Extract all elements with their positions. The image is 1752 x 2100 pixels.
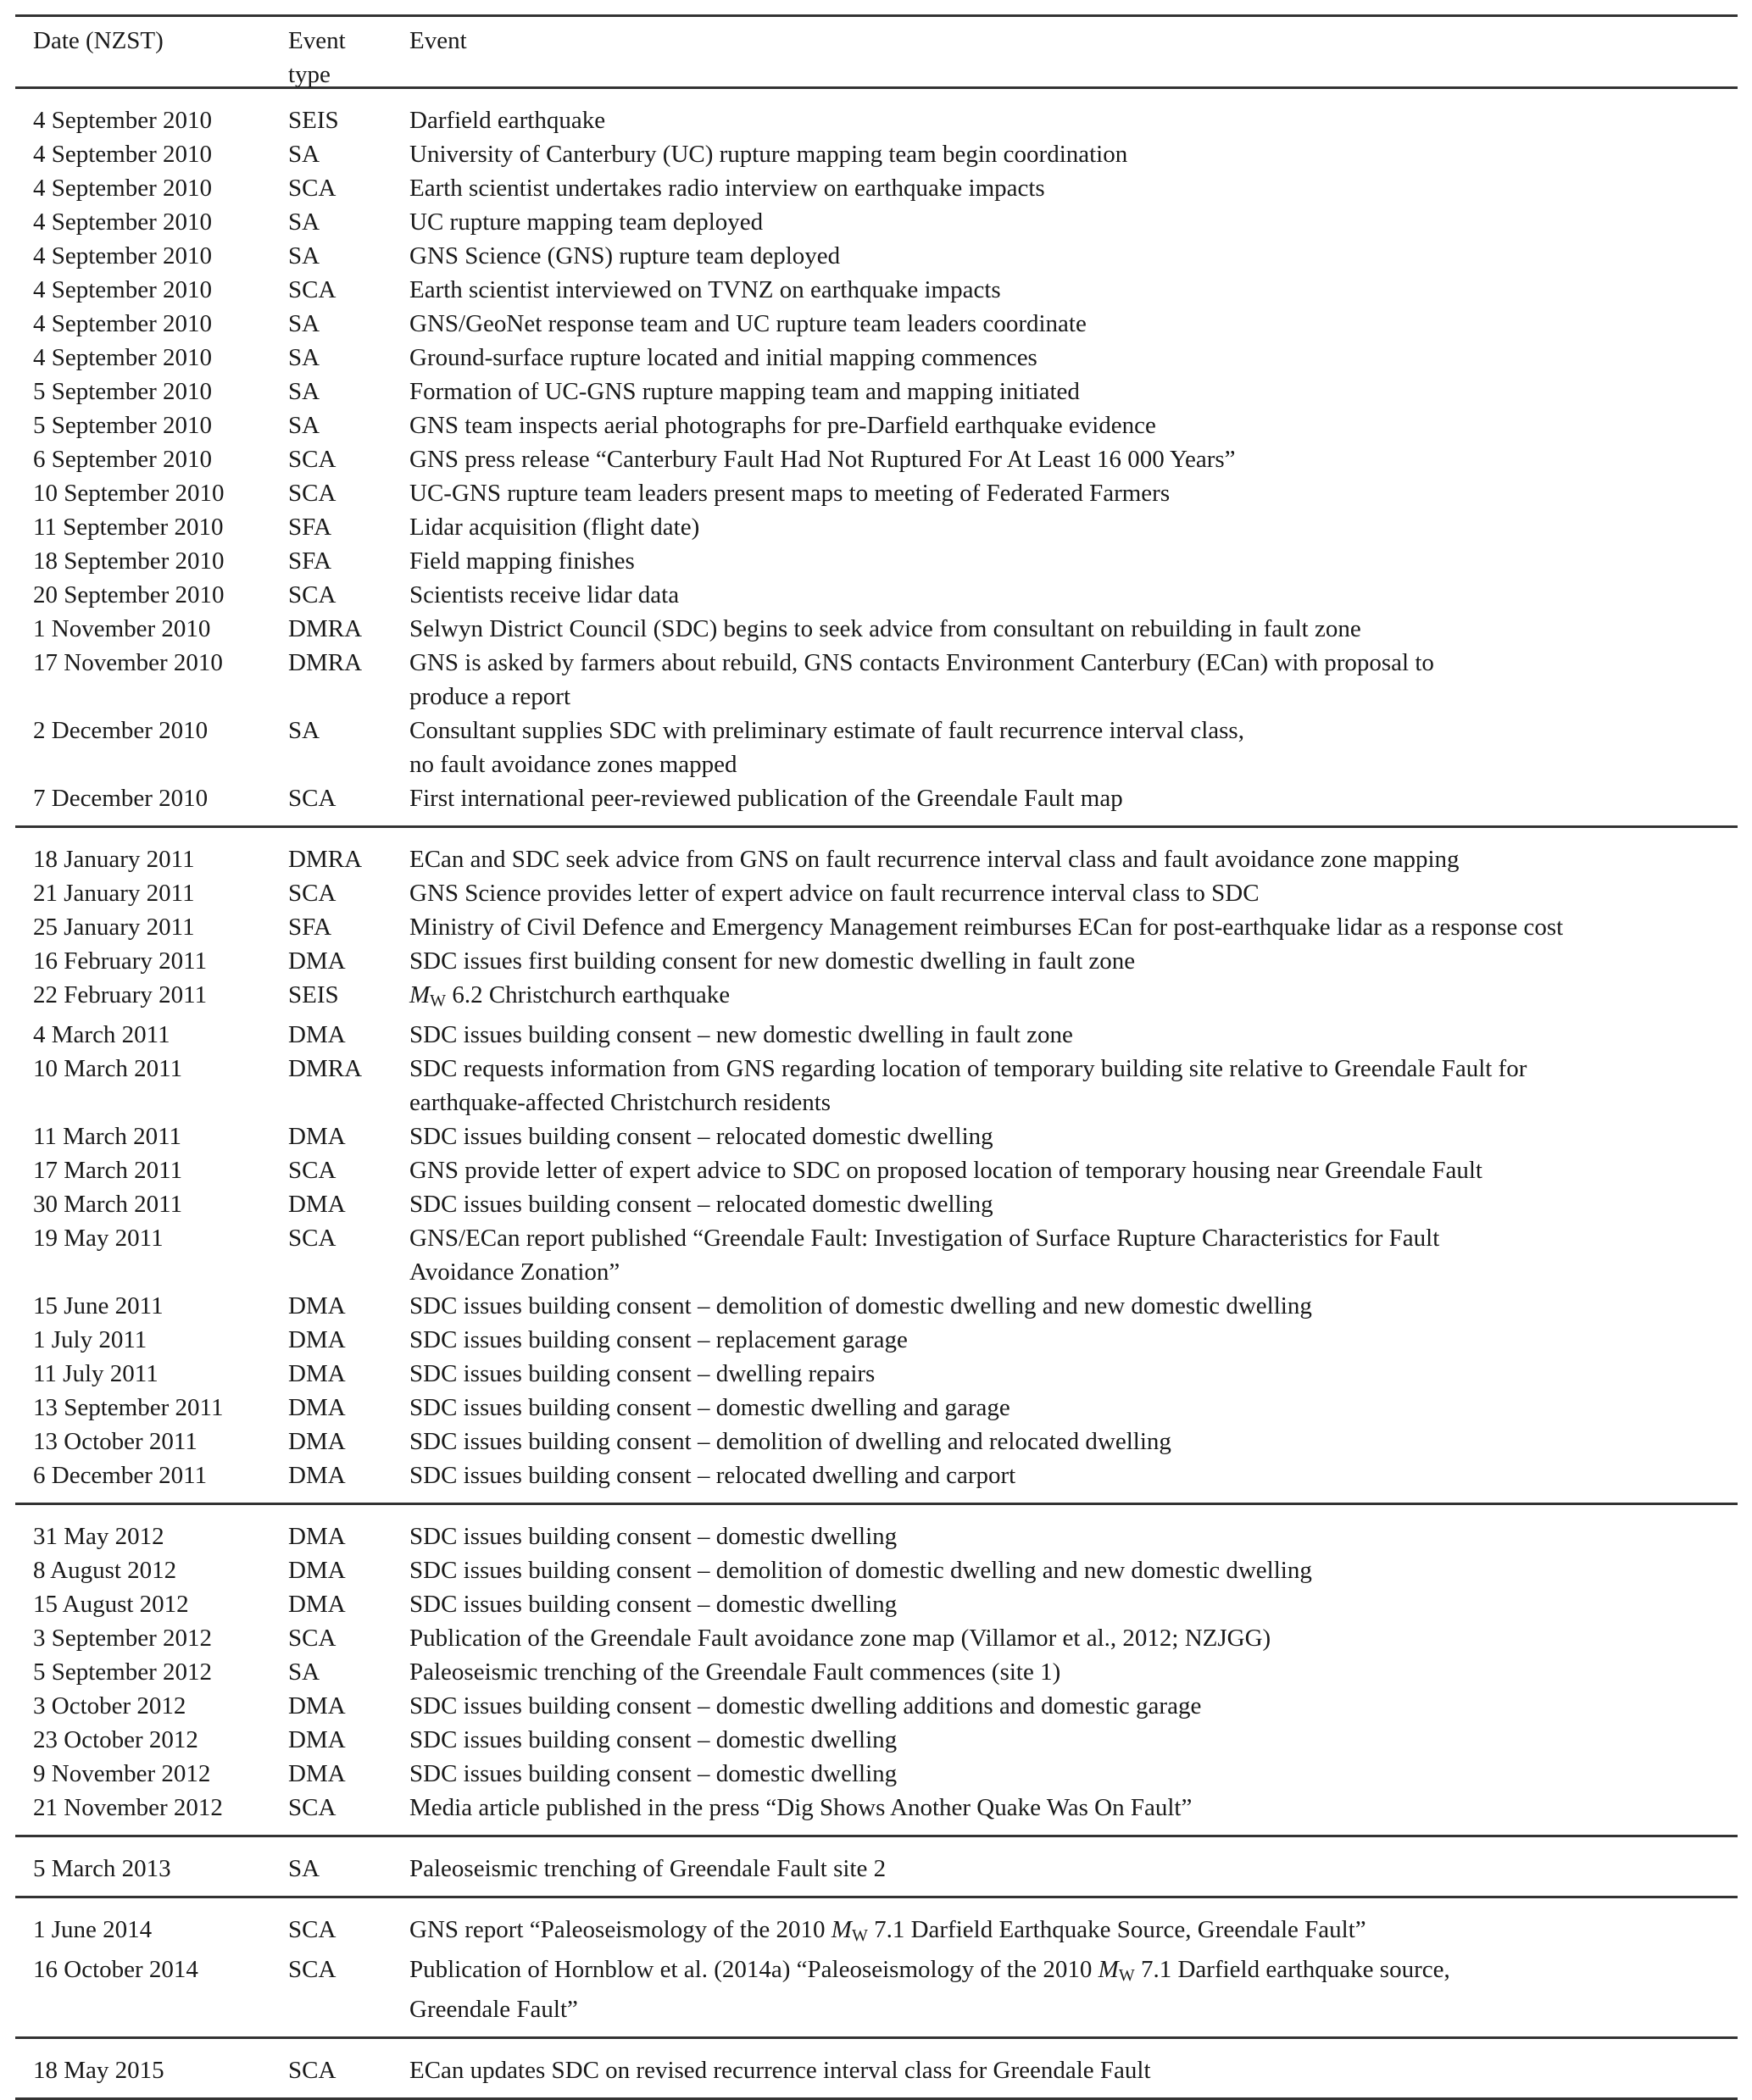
cell-event (409, 205, 1738, 239)
event-line: GNS/GeoNet response team and UC rupture team leaders coordinate (409, 310, 1087, 337)
cell-event-type: SCA (288, 1794, 336, 1821)
table-row (15, 1655, 1738, 1689)
cell-event (409, 1323, 1738, 1357)
cell-event (409, 1587, 1738, 1621)
cell-date: 17 November 2010 (33, 649, 223, 676)
event-line: Earth scientist interviewed on TVNZ on earthquake impacts (409, 276, 1001, 303)
cell-event (409, 1655, 1738, 1689)
cell-event-type: DMA (288, 1428, 346, 1455)
mw-letter: M (409, 981, 431, 1008)
cell-event-type: SA (288, 141, 320, 168)
event-line: SDC issues building consent – domestic dwelling (409, 1726, 898, 1753)
cell-event (409, 646, 1738, 714)
event-line: GNS/ECan report published “Greendale Fault: Investigation of Surface Rupture Characteristics for Fault (409, 1225, 1440, 1252)
table-row (15, 544, 1738, 578)
table-row (15, 1052, 1738, 1119)
cell-event-type: SEIS (288, 107, 339, 134)
cell-event-type: SCA (288, 480, 336, 507)
cell-date: 4 March 2011 (33, 1021, 170, 1048)
table-row (15, 1953, 1738, 2026)
table-row (15, 1519, 1738, 1553)
table-body (15, 89, 1738, 2100)
cell-date: 10 September 2010 (33, 480, 225, 507)
event-line: Publication of the Greendale Fault avoidance zone map (Villamor et al., 2012; NZJGG) (409, 1625, 1271, 1652)
cell-event-type: DMA (288, 1726, 346, 1753)
cell-event (409, 1621, 1738, 1655)
table-row (15, 1221, 1738, 1289)
table-row (15, 1357, 1738, 1391)
cell-event-type: SA (288, 344, 320, 371)
cell-date: 3 October 2012 (33, 1692, 186, 1719)
event-line (409, 1953, 1738, 1992)
event-line: University of Canterbury (UC) rupture mapping team begin coordination (409, 141, 1128, 168)
cell-event-type: SA (288, 310, 320, 337)
event-text: Publication of Hornblow et al. (2014a) “Paleoseismology of the 2010 (409, 1956, 1098, 1983)
event-line: Paleoseismic trenching of Greendale Fault site 2 (409, 1855, 887, 1882)
cell-event (409, 1425, 1738, 1458)
table-header (15, 17, 1738, 86)
event-line: Scientists receive lidar data (409, 581, 680, 608)
cell-event-type: SFA (288, 547, 332, 575)
cell-event-type: DMA (288, 1123, 346, 1150)
cell-event (409, 273, 1738, 307)
row-group (15, 828, 1738, 1503)
row-group (15, 2039, 1738, 2097)
event-line: ECan updates SDC on revised recurrence interval class for Greendale Fault (409, 2057, 1151, 2084)
event-line (409, 978, 1738, 1018)
event-line: GNS Science (GNS) rupture team deployed (409, 242, 841, 269)
cell-date: 5 March 2013 (33, 1855, 171, 1882)
cell-event-type: SFA (288, 514, 332, 541)
event-text: GNS report “Paleoseismology of the 2010 (409, 1916, 832, 1943)
event-line: SDC issues building consent – demolition of dwelling and relocated dwelling (409, 1428, 1171, 1455)
cell-event-type: SCA (288, 276, 336, 303)
cell-event (409, 408, 1738, 442)
cell-event-type: DMA (288, 1523, 346, 1550)
cell-event (409, 1757, 1738, 1791)
cell-date: 4 September 2010 (33, 175, 213, 202)
event-line: SDC issues building consent – domestic dwelling and garage (409, 1394, 1010, 1421)
event-line: Lidar acquisition (flight date) (409, 514, 700, 541)
cell-date: 22 February 2011 (33, 981, 208, 1008)
table-row (15, 103, 1738, 137)
event-line: Media article published in the press “Dig Shows Another Quake Was On Fault” (409, 1794, 1193, 1821)
table-row (15, 171, 1738, 205)
cell-event (409, 978, 1738, 1018)
row-group (15, 1837, 1738, 1896)
cell-event-type: SA (288, 242, 320, 269)
event-line: Consultant supplies SDC with preliminary estimate of fault recurrence interval class, (409, 717, 1244, 744)
cell-date: 25 January 2011 (33, 914, 195, 941)
cell-event-type: DMRA (288, 1055, 363, 1082)
table-row (15, 1323, 1738, 1357)
table-row (15, 714, 1738, 781)
cell-event-type: SCA (288, 1956, 336, 1983)
table-row (15, 1553, 1738, 1587)
cell-date: 1 June 2014 (33, 1916, 153, 1943)
cell-date: 4 September 2010 (33, 276, 213, 303)
row-group (15, 1898, 1738, 2036)
cell-date: 2 December 2010 (33, 717, 209, 744)
cell-event-type: SCA (288, 1157, 336, 1184)
cell-event (409, 137, 1738, 171)
cell-event-type: SCA (288, 1225, 336, 1252)
moment-magnitude-symbol (1098, 1956, 1135, 1983)
cell-event-type: DMA (288, 1191, 346, 1218)
cell-event-type: DMRA (288, 615, 363, 642)
table-row (15, 239, 1738, 273)
event-text: 7.1 Darfield earthquake source, (1134, 1956, 1450, 1983)
event-line: Darfield earthquake (409, 107, 606, 134)
cell-date: 4 September 2010 (33, 208, 213, 236)
cell-event-type: SA (288, 412, 320, 439)
cell-event-type: DMA (288, 947, 346, 975)
cell-event-type: SA (288, 717, 320, 744)
event-line: SDC issues building consent – demolition of domestic dwelling and new domestic dwelling (409, 1557, 1312, 1584)
cell-date: 18 September 2010 (33, 547, 225, 575)
event-line: Formation of UC-GNS rupture mapping team and mapping initiated (409, 378, 1080, 405)
cell-date: 15 August 2012 (33, 1591, 189, 1618)
event-timeline-table (15, 14, 1738, 2100)
event-line: SDC issues building consent – new domestic dwelling in fault zone (409, 1021, 1073, 1048)
table-row (15, 876, 1738, 910)
table-row (15, 1153, 1738, 1187)
event-line: Paleoseismic trenching of the Greendale Fault commences (site 1) (409, 1658, 1061, 1686)
event-line: GNS provide letter of expert advice to SDC on proposed location of temporary housing near Greendale Fault (409, 1157, 1482, 1184)
cell-event-type: SA (288, 1658, 320, 1686)
cell-date: 5 September 2012 (33, 1658, 213, 1686)
cell-event (409, 1519, 1738, 1553)
cell-event (409, 307, 1738, 341)
cell-event-type: DMRA (288, 649, 363, 676)
event-line-continued: Avoidance Zonation” (409, 1258, 620, 1286)
table-row (15, 646, 1738, 714)
cell-event (409, 1391, 1738, 1425)
mw-subscript: W (1118, 1966, 1135, 1985)
table-row (15, 510, 1738, 544)
cell-event-type: SCA (288, 880, 336, 907)
table-row (15, 375, 1738, 408)
event-line: GNS Science provides letter of expert advice on fault recurrence interval class to SDC (409, 880, 1260, 907)
table-row (15, 1689, 1738, 1723)
cell-event (409, 239, 1738, 273)
cell-event-type: SA (288, 208, 320, 236)
cell-date: 10 March 2011 (33, 1055, 183, 1082)
cell-event (409, 876, 1738, 910)
cell-date: 11 March 2011 (33, 1123, 182, 1150)
event-line: Ground-surface rupture located and initial mapping commences (409, 344, 1037, 371)
table-row (15, 612, 1738, 646)
event-line: SDC requests information from GNS regarding location of temporary building site relative to Greendale Fault for (409, 1055, 1527, 1082)
event-line: SDC issues building consent – domestic dwelling additions and domestic garage (409, 1692, 1202, 1719)
cell-event (409, 375, 1738, 408)
event-line: SDC issues building consent – relocated domestic dwelling (409, 1191, 993, 1218)
header-date: Date (NZST) (33, 27, 164, 54)
table-row (15, 944, 1738, 978)
cell-date: 13 September 2011 (33, 1394, 224, 1421)
table-row (15, 1852, 1738, 1886)
event-line-continued: produce a report (409, 683, 571, 710)
event-line: SDC issues building consent – domestic dwelling (409, 1760, 898, 1787)
table-row (15, 205, 1738, 239)
table-row (15, 476, 1738, 510)
cell-event (409, 544, 1738, 578)
cell-event (409, 1357, 1738, 1391)
event-line: SDC issues building consent – replacement garage (409, 1326, 908, 1353)
table-row (15, 1791, 1738, 1825)
cell-event-type: DMA (288, 1021, 346, 1048)
cell-event (409, 1953, 1738, 2026)
cell-date: 5 September 2010 (33, 412, 213, 439)
cell-event-type: SA (288, 1855, 320, 1882)
cell-event (409, 1553, 1738, 1587)
cell-event (409, 1221, 1738, 1289)
event-line: UC rupture mapping team deployed (409, 208, 764, 236)
cell-event-type: DMA (288, 1326, 346, 1353)
cell-event (409, 171, 1738, 205)
cell-event (409, 1119, 1738, 1153)
cell-event (409, 781, 1738, 815)
cell-date: 23 October 2012 (33, 1726, 198, 1753)
cell-date: 8 August 2012 (33, 1557, 177, 1584)
event-line: GNS is asked by farmers about rebuild, GNS contacts Environment Canterbury (ECan) with proposal to (409, 649, 1434, 676)
cell-event (409, 1187, 1738, 1221)
cell-event (409, 1052, 1738, 1119)
cell-date: 1 November 2010 (33, 615, 211, 642)
event-line: SDC issues building consent – domestic dwelling (409, 1591, 898, 1618)
cell-date: 7 December 2010 (33, 785, 209, 812)
cell-date: 18 January 2011 (33, 846, 195, 873)
moment-magnitude-symbol (832, 1916, 868, 1943)
table-row (15, 1723, 1738, 1757)
cell-event-type: DMA (288, 1692, 346, 1719)
event-line-continued: earthquake-affected Christchurch residents (409, 1089, 832, 1116)
table-row (15, 137, 1738, 171)
cell-date: 16 February 2011 (33, 947, 208, 975)
moment-magnitude-symbol (409, 981, 446, 1008)
cell-event-type: SCA (288, 175, 336, 202)
cell-event (409, 910, 1738, 944)
event-line: GNS team inspects aerial photographs for pre-Darfield earthquake evidence (409, 412, 1156, 439)
event-line: GNS press release “Canterbury Fault Had Not Ruptured For At Least 16 000 Years” (409, 446, 1236, 473)
event-line: Field mapping finishes (409, 547, 635, 575)
cell-date: 4 September 2010 (33, 242, 213, 269)
cell-event (409, 442, 1738, 476)
cell-event-type: DMA (288, 1591, 346, 1618)
table-row (15, 910, 1738, 944)
event-line (409, 1913, 1738, 1953)
cell-event (409, 714, 1738, 781)
mw-subscript: W (851, 1926, 868, 1945)
cell-event (409, 1791, 1738, 1825)
table-row (15, 578, 1738, 612)
header-event-type (288, 24, 409, 88)
table-row (15, 1458, 1738, 1492)
cell-event (409, 1689, 1738, 1723)
table-row (15, 307, 1738, 341)
cell-event (409, 1852, 1738, 1886)
cell-event (409, 341, 1738, 375)
table-row (15, 2053, 1738, 2087)
event-line: SDC issues building consent – relocated dwelling and carport (409, 1462, 1016, 1489)
cell-date: 4 September 2010 (33, 141, 213, 168)
cell-event (409, 1289, 1738, 1323)
table-row (15, 842, 1738, 876)
cell-event-type: DMA (288, 1462, 346, 1489)
cell-event (409, 578, 1738, 612)
table-row (15, 781, 1738, 815)
cell-event (409, 1458, 1738, 1492)
cell-event (409, 612, 1738, 646)
header-event-type-text: Event type (288, 27, 346, 88)
cell-event-type: DMA (288, 1394, 346, 1421)
row-group (15, 89, 1738, 825)
table-row (15, 1425, 1738, 1458)
table-row (15, 1119, 1738, 1153)
cell-date: 6 September 2010 (33, 446, 213, 473)
cell-date: 19 May 2011 (33, 1225, 164, 1252)
table-row (15, 273, 1738, 307)
cell-event (409, 476, 1738, 510)
mw-letter: M (1098, 1956, 1119, 1983)
table-row (15, 978, 1738, 1018)
cell-event-type: SCA (288, 2057, 336, 2084)
cell-date: 5 September 2010 (33, 378, 213, 405)
cell-date: 6 December 2011 (33, 1462, 208, 1489)
cell-event-type: SCA (288, 581, 336, 608)
mw-subscript: W (430, 992, 447, 1010)
cell-event (409, 510, 1738, 544)
table-row (15, 1913, 1738, 1953)
event-text: 6.2 Christchurch earthquake (452, 981, 731, 1008)
cell-event-type: SEIS (288, 981, 339, 1008)
cell-date: 31 May 2012 (33, 1523, 164, 1550)
cell-date: 21 November 2012 (33, 1794, 223, 1821)
cell-date: 17 March 2011 (33, 1157, 183, 1184)
cell-date: 15 June 2011 (33, 1292, 164, 1319)
cell-date: 11 July 2011 (33, 1360, 159, 1387)
cell-event (409, 1018, 1738, 1052)
cell-event-type: DMRA (288, 846, 363, 873)
cell-date: 11 September 2010 (33, 514, 224, 541)
event-line: SDC issues building consent – demolition of domestic dwelling and new domestic dwelling (409, 1292, 1312, 1319)
cell-event (409, 1913, 1738, 1953)
table-row (15, 1018, 1738, 1052)
event-line: UC-GNS rupture team leaders present maps to meeting of Federated Farmers (409, 480, 1171, 507)
cell-event (409, 944, 1738, 978)
event-line: Selwyn District Council (SDC) begins to seek advice from consultant on rebuilding in fault zone (409, 615, 1361, 642)
cell-date: 13 October 2011 (33, 1428, 197, 1455)
event-line-continued: no fault avoidance zones mapped (409, 751, 737, 778)
cell-event-type: SCA (288, 1916, 336, 1943)
cell-event-type: SFA (288, 914, 332, 941)
cell-date: 4 September 2010 (33, 310, 213, 337)
cell-event (409, 1153, 1738, 1187)
event-line-continued: Greendale Fault” (409, 1996, 578, 2023)
event-text: 7.1 Darfield Earthquake Source, Greendale Fault” (867, 1916, 1366, 1943)
event-line: First international peer-reviewed publication of the Greendale Fault map (409, 785, 1123, 812)
event-line: SDC issues building consent – dwelling repairs (409, 1360, 876, 1387)
cell-date: 9 November 2012 (33, 1760, 211, 1787)
cell-event-type: DMA (288, 1360, 346, 1387)
cell-date: 21 January 2011 (33, 880, 195, 907)
table-row (15, 1757, 1738, 1791)
table-row (15, 1187, 1738, 1221)
cell-date: 20 September 2010 (33, 581, 225, 608)
event-line: ECan and SDC seek advice from GNS on fault recurrence interval class and fault avoidance zone mapping (409, 846, 1460, 873)
event-line: SDC issues building consent – relocated domestic dwelling (409, 1123, 993, 1150)
cell-event (409, 103, 1738, 137)
cell-event-type: DMA (288, 1557, 346, 1584)
table-row (15, 1587, 1738, 1621)
cell-event-type: SCA (288, 1625, 336, 1652)
table-row (15, 341, 1738, 375)
table-row (15, 1391, 1738, 1425)
cell-date: 4 September 2010 (33, 107, 213, 134)
row-group (15, 1505, 1738, 1835)
table-row (15, 1289, 1738, 1323)
event-line: SDC issues first building consent for new domestic dwelling in fault zone (409, 947, 1136, 975)
cell-date: 4 September 2010 (33, 344, 213, 371)
cell-date: 3 September 2012 (33, 1625, 213, 1652)
cell-event (409, 2053, 1738, 2087)
cell-event-type: DMA (288, 1292, 346, 1319)
cell-date: 1 July 2011 (33, 1326, 147, 1353)
cell-event (409, 842, 1738, 876)
mw-letter: M (831, 1916, 852, 1943)
event-line: Ministry of Civil Defence and Emergency Management reimburses ECan for post-earthquake lidar as a response cost (409, 914, 1564, 941)
table-row (15, 1621, 1738, 1655)
cell-event-type: SCA (288, 446, 336, 473)
cell-event (409, 1723, 1738, 1757)
cell-date: 30 March 2011 (33, 1191, 183, 1218)
cell-date: 16 October 2014 (33, 1956, 198, 1983)
event-line: SDC issues building consent – domestic dwelling (409, 1523, 898, 1550)
table-row (15, 442, 1738, 476)
cell-date: 18 May 2015 (33, 2057, 164, 2084)
cell-event-type: SA (288, 378, 320, 405)
header-event: Event (409, 27, 467, 54)
event-line: Earth scientist undertakes radio interview on earthquake impacts (409, 175, 1045, 202)
cell-event-type: SCA (288, 785, 336, 812)
table-row (15, 408, 1738, 442)
cell-event-type: DMA (288, 1760, 346, 1787)
